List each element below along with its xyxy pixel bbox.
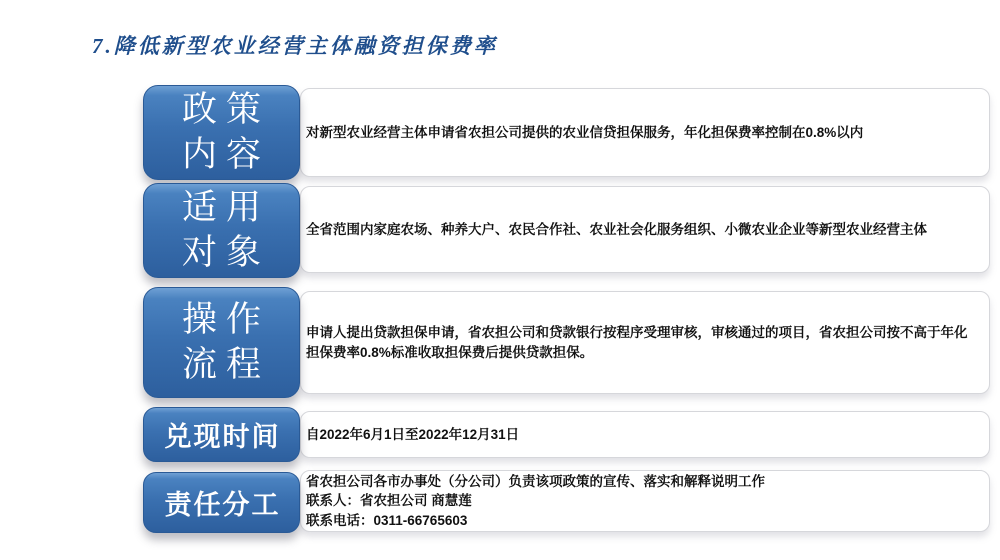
operation-process-text: 申请人提出贷款担保申请，省农担公司和贷款银行按程序受理审核，审核通过的项目，省农担公司按不高于年化担保费率0.8%标准收取担保费后提供贷款担保。 [306, 324, 968, 360]
applicable-objects-label [143, 183, 300, 278]
fulfillment-time-label-text: 兑现时间 [164, 422, 281, 452]
responsibility-line3: 联系电话：0311-66765603 [306, 512, 468, 528]
policy-content-text: 对新型农业经营主体申请省农担公司提供的农业信贷担保服务，年化担保费率控制在0.8%以内 [306, 124, 864, 140]
policy-content-label-line1: 政策 [181, 89, 270, 129]
responsibility-line1: 省农担公司各市办事处（分公司）负责该项政策的宣传、落实和解释说明工作 [306, 473, 765, 489]
policy-content-label [143, 85, 300, 180]
fulfillment-time-label [143, 407, 300, 462]
operation-process-label-line1: 操作 [181, 299, 270, 339]
policy-content-box [300, 88, 990, 177]
operation-process-box [300, 291, 990, 394]
responsibility-box [300, 470, 990, 532]
fulfillment-time-text: 自2022年6月1日至2022年12月31日 [306, 426, 520, 442]
applicable-objects-box [300, 186, 990, 273]
operation-process-label-line2: 流程 [181, 344, 270, 384]
applicable-objects-label-line1: 适用 [181, 187, 270, 227]
policy-content-label-line2: 内容 [181, 134, 270, 174]
applicable-objects-label-line2: 对象 [181, 232, 270, 272]
applicable-objects-text: 全省范围内家庭农场、种养大户、农民合作社、农业社会化服务组织、小微农业企业等新型农业经营主体 [306, 221, 927, 237]
page-title: 7.降低新型农业经营主体融资担保费率 [92, 34, 498, 58]
fulfillment-time-box [300, 411, 990, 458]
responsibility-label [143, 472, 300, 533]
responsibility-line2: 联系人：省农担公司 商慧莲 [306, 493, 472, 509]
operation-process-label [143, 287, 300, 398]
responsibility-label-text: 责任分工 [164, 490, 281, 520]
